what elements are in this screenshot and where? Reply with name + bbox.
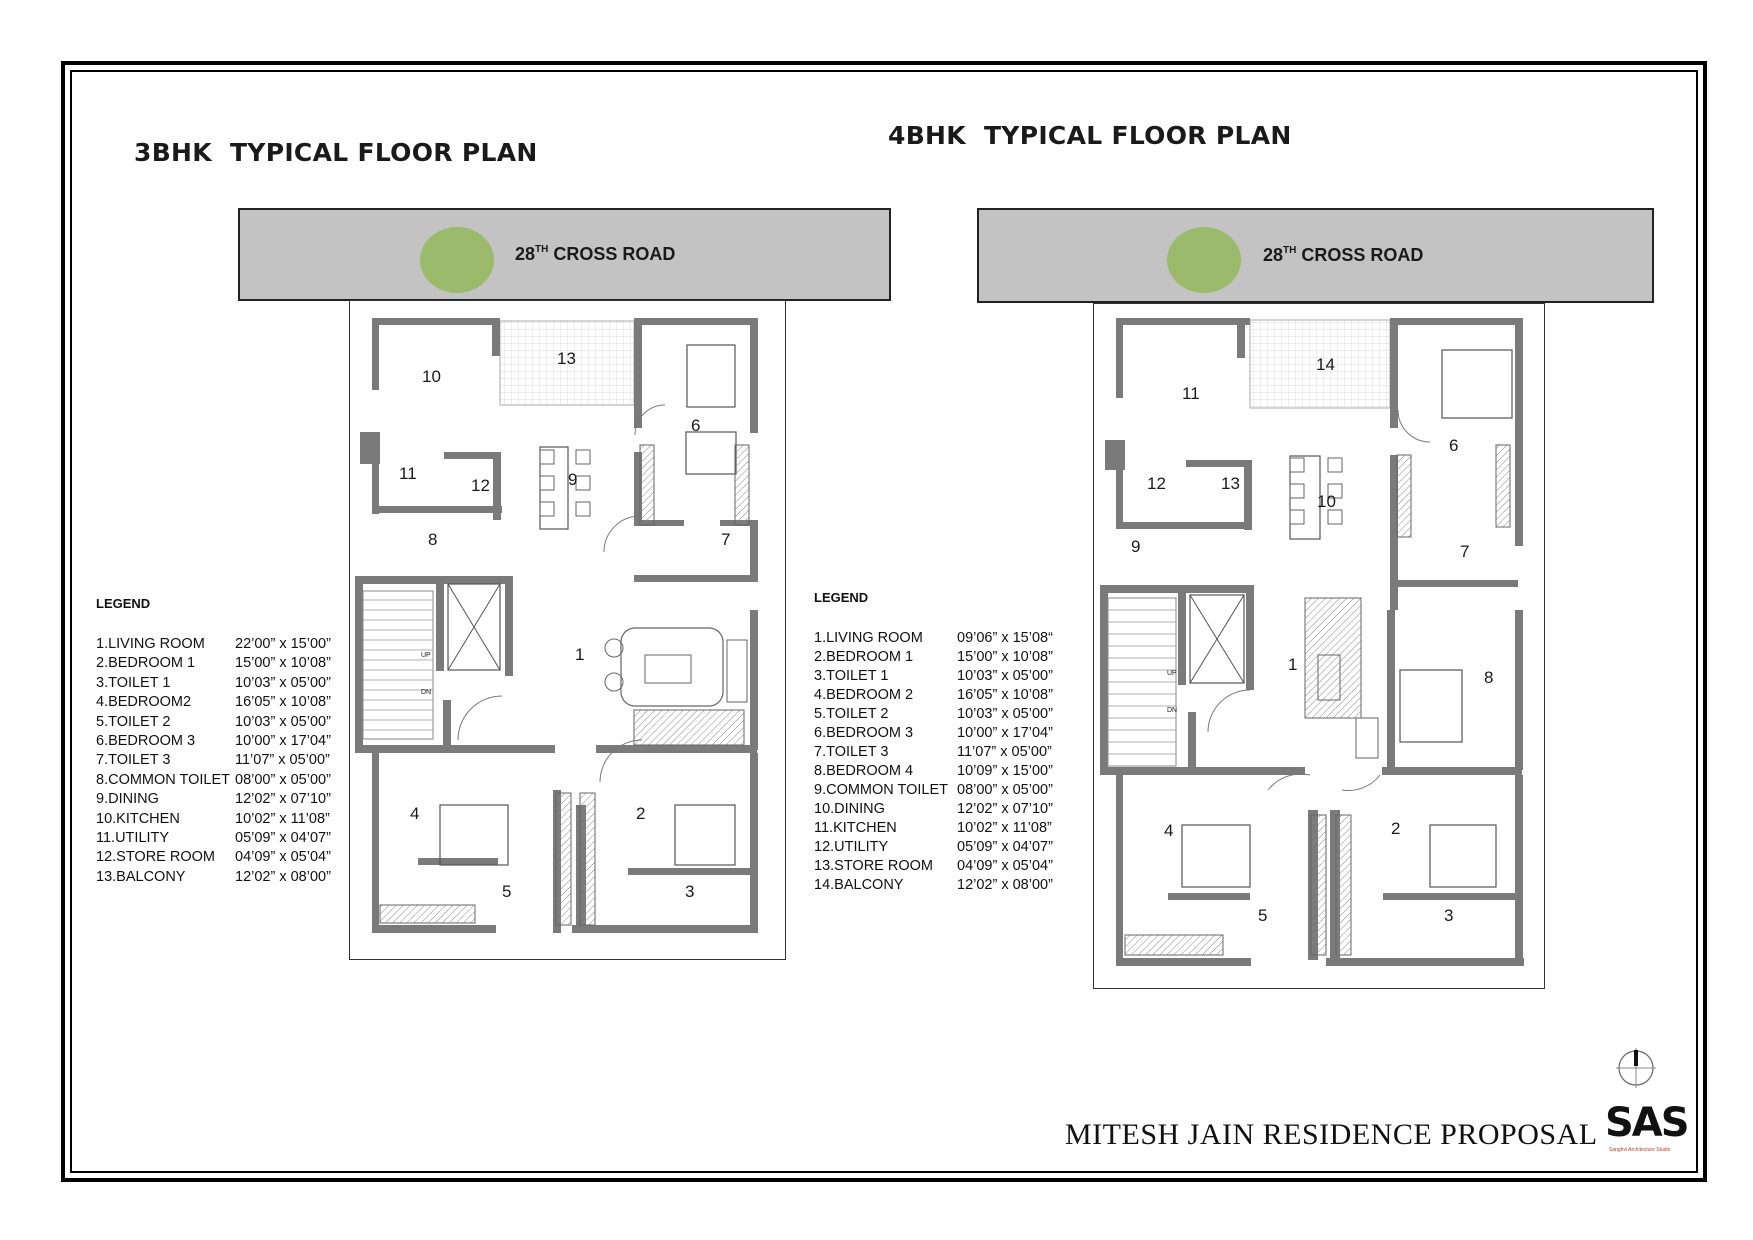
stair-up-label: UP xyxy=(1167,670,1177,677)
stair-down-label: DN xyxy=(421,689,432,696)
title-3bhk: 3BHK TYPICAL FLOOR PLAN xyxy=(134,138,538,167)
room-number: 11 xyxy=(1182,384,1200,403)
title-4bhk: 4BHK TYPICAL FLOOR PLAN xyxy=(888,121,1292,150)
legend-room-size: 10’02” x 11’08” xyxy=(235,810,330,827)
legend-room-size: 10’09” x 15’00” xyxy=(957,763,1053,779)
legend-title-4bhk: LEGEND xyxy=(814,590,869,605)
plan-3bhk xyxy=(355,318,758,933)
legend-room-label: 8.BEDROOM 4 xyxy=(814,763,914,779)
room-number: 5 xyxy=(502,882,512,901)
room-number: 3 xyxy=(1444,906,1454,925)
legend-room-size: 12’02” x 08’00” xyxy=(235,868,331,885)
room-number: 12 xyxy=(471,476,490,495)
room-number: 9 xyxy=(1131,537,1141,556)
legend-room-label: 12.UTILITY xyxy=(814,839,889,855)
legend-room-label: 6.BEDROOM 3 xyxy=(814,725,914,741)
legend-room-label: 14.BALCONY xyxy=(814,877,904,893)
legend-room-label: 12.STORE ROOM xyxy=(96,849,215,866)
legend-room-size: 22’00” x 15’00” xyxy=(235,636,331,652)
sas-logo xyxy=(1605,1100,1688,1160)
legend-room-label: 10.KITCHEN xyxy=(96,810,180,827)
legend-title-3bhk: LEGEND xyxy=(96,596,151,611)
legend-room-label: 4.BEDROOM 2 xyxy=(814,687,914,703)
room-number: 14 xyxy=(1316,355,1335,374)
stair-up-label: UP xyxy=(421,652,431,659)
room-number: 6 xyxy=(1449,436,1459,455)
legend-room-label: 5.TOILET 2 xyxy=(814,706,889,722)
legend-room-size: 09’06” x 15’08“ xyxy=(957,630,1053,646)
legend-room-label: 1.LIVING ROOM xyxy=(814,630,923,646)
legend-room-label: 7.TOILET 3 xyxy=(96,752,171,769)
room-number: 8 xyxy=(1484,668,1494,687)
legend-room-label: 2.BEDROOM 1 xyxy=(814,649,914,665)
legend-room-size: 10’03” x 05’00” xyxy=(235,713,331,730)
legend-room-size: 10’03” x 05’00” xyxy=(957,668,1053,684)
legend-room-label: 11.KITCHEN xyxy=(814,820,897,836)
legend-room-size: 12’02” x 07’10” xyxy=(957,801,1053,817)
room-number: 2 xyxy=(636,804,646,823)
legend-room-size: 10’02” x 11’08” xyxy=(957,820,1052,836)
room-number: 4 xyxy=(1164,821,1174,840)
legend-room-label: 8.COMMON TOILET xyxy=(96,771,231,788)
legend-room-label: 6.BEDROOM 3 xyxy=(96,733,196,749)
proposal-title: MITESH JAIN RESIDENCE PROPOSAL xyxy=(1065,1118,1598,1151)
stair-down-label: DN xyxy=(1167,707,1178,714)
legend-room-size: 16’05” x 10’08” xyxy=(235,694,331,711)
north-arrow-icon xyxy=(1616,1048,1656,1088)
room-number: 8 xyxy=(428,530,438,549)
logo-text: SAS xyxy=(1605,1100,1688,1146)
legend-room-size: 10’03” x 05’00” xyxy=(235,674,331,691)
legend-room-size: 05’09” x 04’07” xyxy=(235,830,331,846)
room-number: 12 xyxy=(1147,474,1166,493)
legend-room-size: 10’03” x 05’00” xyxy=(957,706,1053,722)
legend-room-label: 13.STORE ROOM xyxy=(814,858,933,874)
room-number: 10 xyxy=(422,367,441,386)
room-number: 6 xyxy=(691,416,701,435)
legend-room-label: 10.DINING xyxy=(814,801,885,817)
legend-room-size: 04’09” x 05’04” xyxy=(957,858,1053,874)
room-number: 2 xyxy=(1391,819,1401,838)
room-number: 4 xyxy=(410,804,420,823)
legend-room-size: 08’00” x 05’00” xyxy=(957,782,1053,798)
legend-room-label: 4.BEDROOM2 xyxy=(96,694,192,711)
legend-room-label: 11.UTILITY xyxy=(96,830,170,846)
room-number: 5 xyxy=(1258,906,1268,925)
logo-subtext: Sanghvi Architecture Studio xyxy=(1609,1147,1671,1153)
legend-room-size: 11’07” x 05’00” xyxy=(235,752,330,769)
room-number: 9 xyxy=(568,470,578,489)
plan-4bhk xyxy=(1100,318,1524,966)
legend-room-label: 3.TOILET 1 xyxy=(96,674,171,691)
legend-room-size: 10’00” x 17’04” xyxy=(235,733,331,749)
legend-room-size: 15’00” x 10’08” xyxy=(957,649,1053,665)
legend-room-label: 13.BALCONY xyxy=(96,868,186,885)
legend-room-label: 2.BEDROOM 1 xyxy=(96,655,196,672)
legend-room-size: 16’05” x 10’08” xyxy=(957,687,1053,703)
legend-room-size: 04’09” x 05’04” xyxy=(235,849,331,866)
road-label-3bhk: 28TH CROSS ROAD xyxy=(515,244,676,264)
legend-room-size: 05’09” x 04’07” xyxy=(957,839,1053,855)
room-number: 7 xyxy=(721,530,731,549)
legend-room-label: 5.TOILET 2 xyxy=(96,713,171,730)
legend-room-label: 1.LIVING ROOM xyxy=(96,636,205,652)
legend-room-size: 12’02” x 08’00” xyxy=(957,877,1053,893)
legend-room-size: 15’00” x 10’08” xyxy=(235,655,331,672)
legend-room-size: 11’07” x 05’00” xyxy=(957,744,1052,760)
room-number: 13 xyxy=(557,349,576,368)
legend-room-size: 08’00” x 05’00” xyxy=(235,771,331,788)
legend-room-size: 12’02” x 07’10” xyxy=(235,791,331,808)
room-number: 1 xyxy=(575,645,585,664)
legend-room-label: 7.TOILET 3 xyxy=(814,744,889,760)
legend-room-label: 9.DINING xyxy=(96,791,159,808)
legend-room-size: 10’00” x 17’04” xyxy=(957,725,1053,741)
legend-room-label: 3.TOILET 1 xyxy=(814,668,889,684)
room-number: 1 xyxy=(1288,655,1298,674)
room-number: 7 xyxy=(1460,542,1470,561)
legend-room-label: 9.COMMON TOILET xyxy=(814,782,949,798)
room-number: 11 xyxy=(399,464,417,483)
room-number: 10 xyxy=(1317,492,1336,511)
road-label-4bhk: 28TH CROSS ROAD xyxy=(1263,245,1424,265)
room-number: 13 xyxy=(1221,474,1240,493)
room-number: 3 xyxy=(685,882,695,901)
